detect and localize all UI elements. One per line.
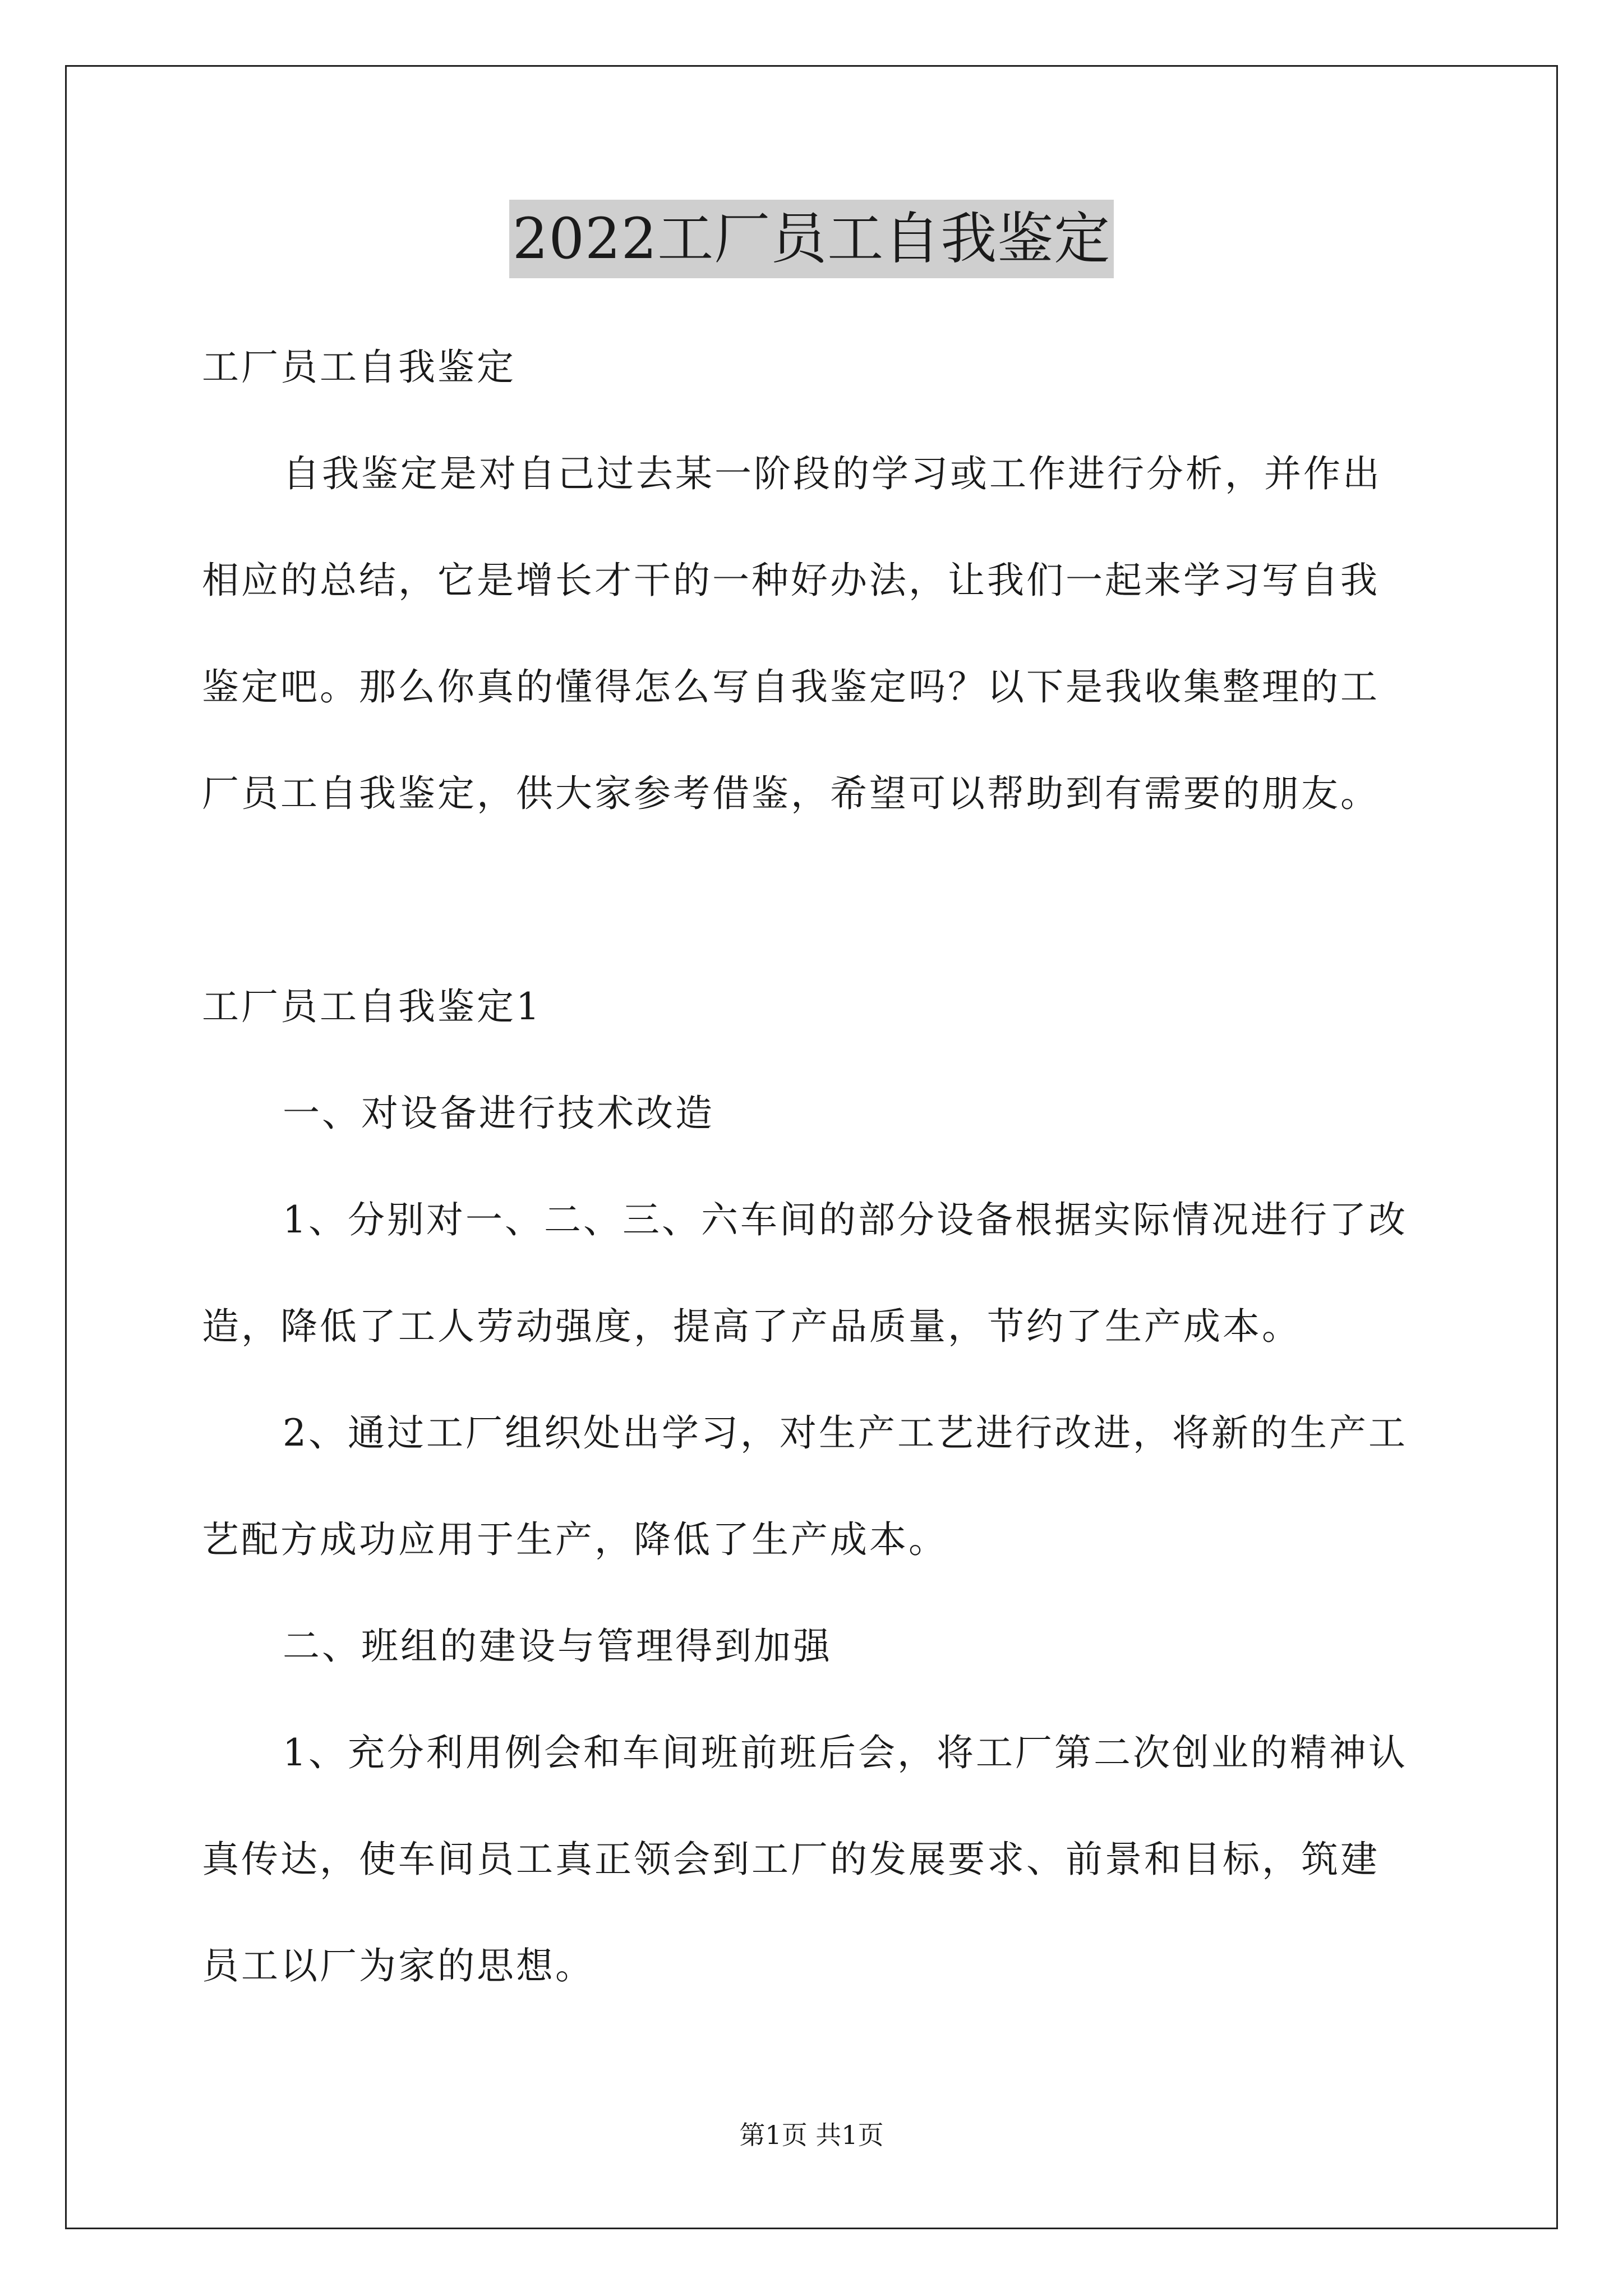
intro-line: 鉴定吧。那么你真的懂得怎么写自我鉴定吗？以下是我收集整理的工 xyxy=(202,665,1380,708)
intro-line: 相应的总结，它是增长才干的一种好办法，让我们一起来学习写自我 xyxy=(202,559,1380,602)
item-line: 1、分别对一、二、三、六车间的部分设备根据实际情况进行了改 xyxy=(283,1198,1408,1241)
intro-line: 自我鉴定是对自己过去某一阶段的学习或工作进行分析，并作出 xyxy=(283,452,1382,495)
item-line: 艺配方成功应用于生产，降低了生产成本。 xyxy=(202,1518,948,1561)
section-heading: 工厂员工自我鉴定1 xyxy=(202,985,542,1028)
page-footer: 第1页 共1页 xyxy=(739,2120,884,2150)
part-heading: 二、班组的建设与管理得到加强 xyxy=(283,1625,832,1668)
document-body xyxy=(202,314,1430,2019)
document-title: 2022工厂员工自我鉴定 xyxy=(509,200,1114,278)
document-subtitle: 工厂员工自我鉴定 xyxy=(202,346,516,389)
intro-line: 厂员工自我鉴定，供大家参考借鉴，希望可以帮助到有需要的朋友。 xyxy=(202,772,1380,815)
item-line: 1、充分利用例会和车间班前班后会，将工厂第二次创业的精神认 xyxy=(283,1731,1408,1774)
title-container xyxy=(0,200,1623,278)
item-line: 员工以厂为家的思想。 xyxy=(202,1944,594,1987)
item-line: 造，降低了工人劳动强度，提高了产品质量，节约了生产成本。 xyxy=(202,1305,1301,1348)
item-line: 真传达，使车间员工真正领会到工厂的发展要求、前景和目标，筑建 xyxy=(202,1838,1380,1881)
part-heading: 一、对设备进行技术改造 xyxy=(283,1092,714,1135)
item-line: 2、通过工厂组织处出学习，对生产工艺进行改进，将新的生产工 xyxy=(283,1411,1408,1455)
